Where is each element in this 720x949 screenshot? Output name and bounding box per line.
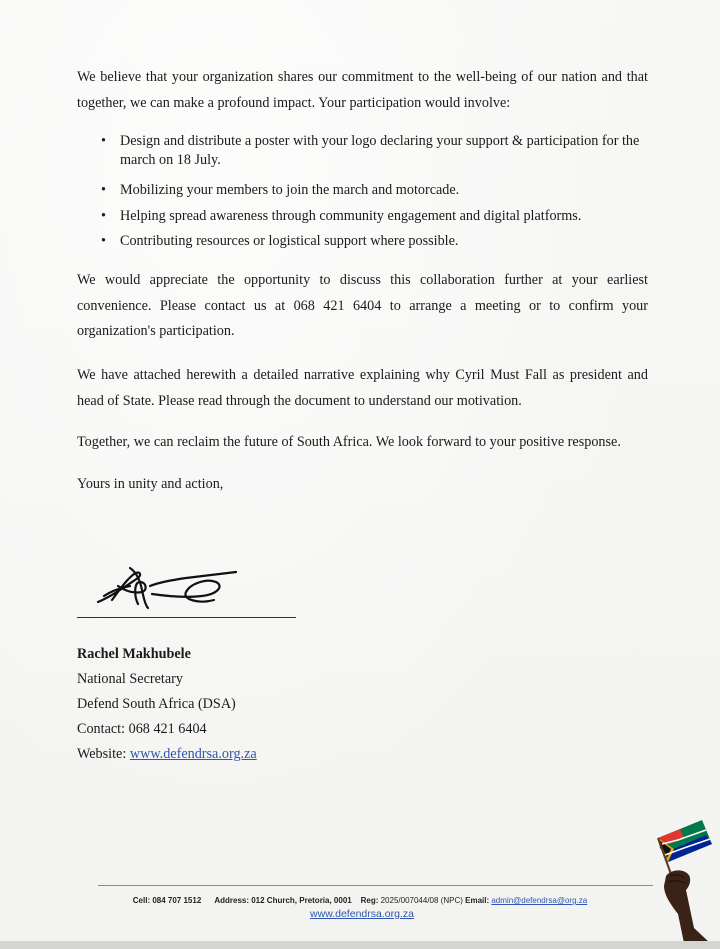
signatory-title: National Secretary	[77, 671, 183, 687]
signature-line	[77, 617, 296, 618]
footer-reg-label: Reg:	[360, 896, 381, 905]
bullet-icon: •	[101, 233, 106, 249]
closing-statement: Together, we can reclaim the future of South Africa. We look forward to your positive response.	[77, 434, 621, 450]
footer-rule	[98, 885, 653, 886]
footer-email-link[interactable]: admin@defendrsa@org.za	[491, 896, 588, 905]
signatory-contact: Contact: 068 421 6404	[77, 721, 207, 737]
list-item: • Contributing resources or logistical support where possible.	[101, 233, 459, 249]
footer-reg-value: 2025/007044/08 (NPC)	[380, 896, 463, 905]
list-item: • Design and distribute a poster with your logo declaring your support & participation for the march on 18 July.	[101, 133, 640, 168]
signatory-website: Website: www.defendrsa.org.za	[77, 746, 257, 762]
bullet-icon: •	[101, 182, 106, 198]
page-bottom-edge	[0, 941, 720, 949]
flag-fist-icon	[650, 818, 720, 943]
discussion-paragraph: We would appreciate the opportunity to discuss this collaboration further at your earliest convenience. Please contact us at 068 421 6404 to arrange a meeting or to confirm your organization's participation.	[77, 272, 648, 339]
sign-off: Yours in unity and action,	[77, 476, 224, 492]
signatory-organization: Defend South Africa (DSA)	[77, 696, 236, 712]
intro-paragraph: We believe that your organization shares our commitment to the well-being of our nation and that together, we can make a profound impact. Your participation would involve:	[77, 69, 648, 111]
website-link[interactable]: www.defendrsa.org.za	[129, 746, 257, 762]
signatory-name: Rachel Makhubele	[77, 646, 191, 662]
list-item: • Mobilizing your members to join the march and motorcade.	[101, 182, 460, 198]
footer-contact-line	[0, 896, 720, 905]
footer-email-label: Email:	[465, 896, 492, 905]
footer-website-link[interactable]: www.defendrsa.org.za	[310, 908, 414, 920]
attachment-paragraph: We have attached herewith a detailed narrative explaining why Cyril Must Fall as president and head of State. Please read through the document to understand our motivation.	[77, 367, 648, 409]
bullet-icon: •	[101, 133, 106, 149]
signature-icon	[90, 556, 250, 616]
bullet-icon: •	[101, 207, 106, 224]
signatory-block	[77, 642, 257, 767]
list-item: • Helping spread awareness through community engagement and digital platforms.	[101, 207, 582, 224]
footer-address: Address: 012 Church, Pretoria, 0001	[214, 896, 352, 905]
participation-list	[77, 132, 648, 251]
footer-cell: Cell: 084 707 1512	[132, 896, 202, 905]
